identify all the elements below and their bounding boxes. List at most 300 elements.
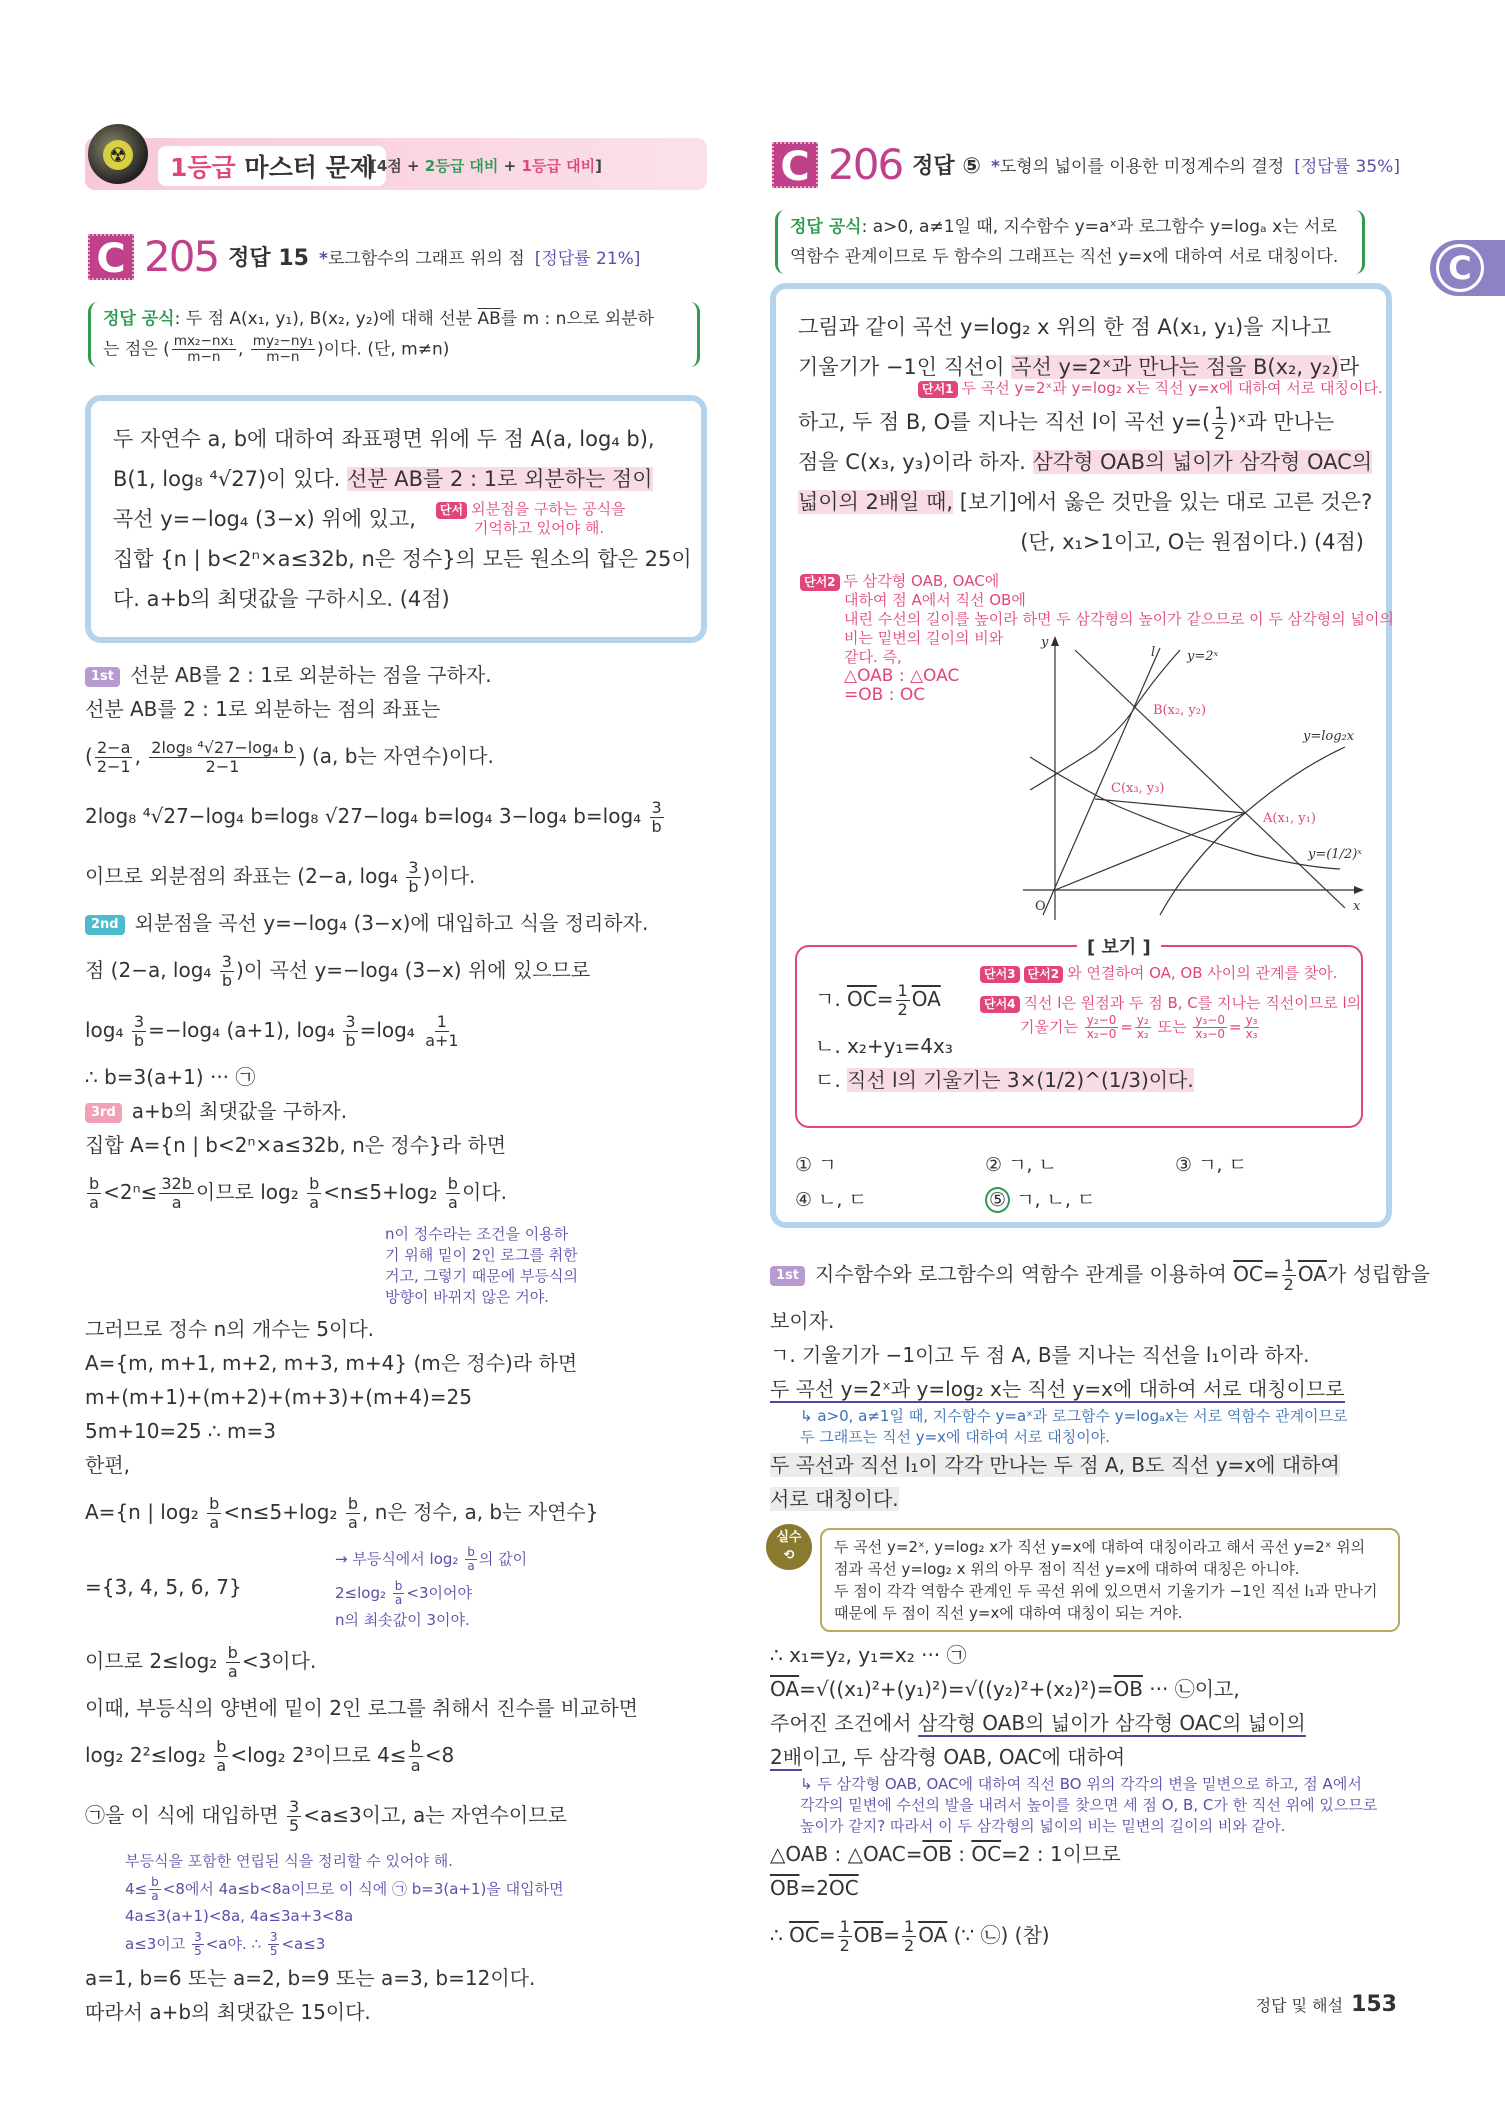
numerator: 2log₈ ⁴√27−log₄ b (151, 738, 294, 758)
text-line (85, 1312, 725, 1346)
text-run: 하고, 두 점 B, O를 지나는 직선 l이 곡선 y=( (798, 410, 1211, 434)
numerator: 1 (436, 1012, 447, 1032)
problem-text (113, 499, 416, 539)
text-run: a+b의 최댓값을 구하자. (131, 1099, 348, 1123)
step-badge: 2nd (85, 915, 125, 935)
page-number: 153 (1351, 1992, 1397, 2017)
text-run: a≤3이고 (125, 1935, 191, 1953)
text-run: 선분 AB를 2 : 1로 외분하는 점을 구하자. (130, 663, 492, 687)
denominator: 2 (839, 1936, 850, 1955)
numerator: b (309, 1174, 320, 1194)
text-run: : 두 점 A(x₁, y₁), B(x₂, y₂)에 대해 선분 (174, 309, 478, 329)
hint-1 (918, 379, 1383, 398)
y-arrow-icon (1051, 636, 1059, 646)
banner-sub-close: ] (595, 157, 602, 175)
mistake-line: 점과 곡선 y=log₂ x 위의 아무 점이 직선 y=x에 대하여 대칭은 아니야. (834, 1560, 1300, 1578)
formula-lines (103, 304, 685, 365)
problem-205-box (85, 395, 707, 643)
denominator: a (89, 1193, 99, 1212)
denominator: a (216, 1756, 227, 1775)
text-run: ( (85, 744, 93, 768)
text-run: =2 (799, 1876, 829, 1900)
y-axis-label: y (1041, 635, 1049, 650)
text-line (85, 1380, 725, 1414)
hint-text: 와 연결하여 OA, OB 사이의 관계를 찾아. (1067, 964, 1338, 982)
fraction (132, 1013, 146, 1049)
choice-1[interactable]: ① ㄱ (795, 1154, 837, 1176)
fraction (268, 1931, 280, 1958)
numerator: mx₂−nx₁ (173, 333, 234, 349)
text-line (85, 1162, 725, 1222)
text-run: =−log₄ (a+1), log₄ (148, 1018, 342, 1042)
text-run: <8 (424, 1743, 455, 1767)
banner-grade: 1등급 (170, 153, 236, 182)
denominator: a (309, 1193, 320, 1212)
numerator: 3 (269, 1929, 278, 1944)
text-line (113, 499, 416, 539)
topic-text: 로그함수의 그래프 위의 점 (327, 249, 525, 269)
text-run: → 부등식에서 log₂ (335, 1550, 464, 1568)
step-badge: 3rd (85, 1103, 122, 1123)
text-run: =√((x₁)²+(y₁)²)=√((y₂)²+(x₂)²)= (799, 1677, 1114, 1701)
overline-segment: $\overline{OC}$ (971, 1842, 1002, 1866)
text-line (798, 482, 1373, 522)
text-line (770, 1638, 1400, 1672)
fraction (409, 1738, 423, 1774)
text-run: log₂ 2²≤log₂ (85, 1743, 213, 1767)
numerator: b (467, 1544, 475, 1559)
text-run: ∴ x₁=y₂, y₁=x₂ ··· ㉠ (770, 1643, 967, 1667)
formula-box (775, 210, 1365, 274)
text-line (85, 1346, 725, 1380)
numerator: 1 (839, 1917, 850, 1937)
chapter-badge: C (88, 234, 134, 280)
hint-4-slope (1020, 1014, 1261, 1041)
numerator: b (347, 1494, 359, 1514)
denominator: 2 (897, 1000, 908, 1019)
text-run: 지수함수와 로그함수의 역함수 관계를 이용하여 (815, 1262, 1234, 1286)
origin-label: O (1035, 899, 1046, 914)
text-line (103, 334, 685, 365)
numerator: b (410, 1737, 421, 1757)
text-run: =2 : 1이므로 (1001, 1842, 1121, 1866)
solution-lines (770, 1837, 1400, 1965)
fraction (1085, 1014, 1119, 1041)
text-line (85, 940, 725, 1000)
fraction (87, 1175, 101, 1211)
text-run: = (1120, 1018, 1133, 1037)
text-run: 주어진 조건에서 (770, 1711, 918, 1735)
denominator: b (345, 1031, 356, 1050)
exp2-label: y=2ˣ (1187, 649, 1219, 664)
text-run: ) (a, b는 자연수)이다. (297, 744, 494, 768)
text-run: 집합 {n | b<2ⁿ×a≤32b, n은 정수}의 모든 원소의 합은 25이 (113, 547, 692, 571)
solution-end (85, 1961, 725, 2029)
hint-text: 직선 l은 원점과 두 점 B, C를 지나는 직선이므로 l의 (1023, 994, 1362, 1012)
text-run: 두 자연수 a, b에 대하여 좌표평면 위에 두 점 A(a, log₄ b), (113, 427, 655, 451)
denominator: a (447, 1193, 458, 1212)
text-line (85, 658, 725, 692)
choice-4[interactable]: ④ ㄴ, ㄷ (795, 1189, 867, 1211)
text-run: 2≤log₂ (335, 1584, 391, 1602)
text-run: ㄱ. (815, 987, 848, 1011)
banner-sub-open: [4점 + (370, 157, 425, 175)
text-line (113, 459, 679, 499)
problem-text (798, 402, 1373, 522)
numerator: 3 (221, 952, 232, 972)
text-run: 는 점은 ( (103, 339, 170, 360)
hint-line: 내린 수선의 길이를 높이라 하면 두 삼각형의 높이가 같으므로 이 두 삼각형의 넓이의 (844, 610, 1394, 628)
text-line (103, 304, 685, 334)
text-line (85, 1060, 725, 1094)
highlight: 곡선 y=2ˣ과 만나는 점을 B(x₂, y₂) (1011, 355, 1339, 379)
solution-lines (85, 1631, 725, 1845)
overline-segment: $\overline{OA}$ (918, 1923, 948, 1947)
choice-2[interactable]: ② ㄱ, ㄴ (985, 1154, 1057, 1176)
answer-label: 정답 15 (228, 246, 309, 271)
text-line (770, 1740, 1400, 1774)
numerator: 3 (345, 1012, 356, 1032)
fraction (423, 1013, 460, 1049)
text-line (113, 539, 692, 579)
overline-segment: $\overline{OC}$ (1233, 1262, 1263, 1286)
point-C-label: C(x₃, y₃) (1111, 781, 1165, 796)
page-footer (1256, 1992, 1397, 2017)
text-run: = (876, 987, 894, 1011)
topic-text: 도형의 넓이를 이용한 미정계수의 결정 (999, 157, 1285, 177)
problem-topic (319, 244, 525, 269)
text-line (85, 1482, 725, 1542)
solution-206 (770, 1244, 1430, 1965)
text-line (770, 1706, 1400, 1740)
text-line (125, 1851, 725, 1872)
text-line (770, 1837, 1400, 1871)
fraction (1212, 404, 1227, 442)
text-line (770, 1672, 1400, 1706)
text-run: n의 최솟값이 3이야. (335, 1611, 470, 1629)
fraction (406, 859, 420, 895)
log2-label: y=log₂x (1303, 729, 1355, 744)
hint-badge: 단서1 (918, 381, 958, 398)
fraction (207, 1495, 221, 1531)
text-run: A={n | log₂ (85, 1500, 206, 1524)
numerator: 3 (194, 1929, 202, 1944)
step-badge: 1st (85, 667, 120, 687)
numerator: b (151, 1874, 159, 1889)
point-A-label: A(x₁, y₁) (1263, 811, 1316, 826)
denominator: x₃−0 (1195, 1027, 1225, 1042)
text-run: 이므로 외분점의 좌표는 (2−a, log₄ (85, 864, 405, 888)
text-run: B(1, log₈ ⁴√27)이 있다. (113, 467, 348, 491)
numerator: 1 (904, 1917, 915, 1937)
overline-segment: $\overline{OB}$ (770, 1876, 800, 1900)
text-run: = (883, 1923, 900, 1947)
numerator: 3 (651, 798, 662, 818)
text-line (85, 1725, 725, 1785)
text-line (125, 1927, 725, 1961)
numerator: 3 (408, 858, 419, 878)
text-line (85, 1785, 725, 1845)
line-l-label: l (1151, 645, 1156, 660)
chapter-tab-label: C (1436, 244, 1484, 292)
numerator: b (216, 1737, 227, 1757)
text-run: 점 (2−a, log₄ (85, 958, 218, 982)
chapter-badge: C (772, 142, 818, 188)
underlined-text: 삼각형 OAB의 넓이가 삼각형 OAC의 넓이의 (917, 1711, 1306, 1735)
overline-segment: $\overline{AB}$ (477, 309, 501, 329)
text-run: , n은 정수, a, b는 자연수} (362, 1500, 599, 1524)
fraction (287, 1798, 301, 1834)
text-run: )ˣ과 만나는 (1228, 410, 1335, 434)
text-line (335, 1610, 527, 1631)
text-run: )이다. (422, 864, 476, 888)
fraction (192, 1931, 204, 1958)
hint-badge: 단서2 (1024, 966, 1064, 983)
banner-title-text: 마스터 문제 (244, 153, 374, 182)
text-run: 따라서 a+b의 최댓값은 15이다. (85, 2000, 371, 2024)
problem-text (113, 539, 692, 619)
text-line (125, 1872, 725, 1906)
denominator: b (651, 817, 662, 836)
denominator: 2 (1214, 422, 1225, 443)
text-run: 다. a+b의 최댓값을 구하시오. (4점) (113, 587, 450, 611)
fraction (149, 739, 296, 775)
chapter-side-tab[interactable] (1430, 240, 1505, 296)
gray-highlight: 두 곡선과 직선 l₁이 각각 만나는 두 점 A, B도 직선 y=x에 대하여 (770, 1453, 1340, 1477)
text-run: ··· ㉡이고, (1142, 1677, 1240, 1701)
fraction (95, 739, 133, 775)
answer-circle-mark: ⑤ (985, 1187, 1010, 1213)
denominator: a (467, 1559, 475, 1573)
text-run: 5m+10=25 ∴ m=3 (85, 1419, 277, 1443)
star-icon: * (990, 157, 1000, 177)
text-line (85, 1995, 725, 2029)
banner-sub-grade1: 1등급 대비 (521, 157, 596, 175)
text-run: 곡선 y=−log₄ (3−x) 위에 있고, (113, 507, 416, 531)
numerator: b (394, 1578, 403, 1593)
text-run: [보기]에서 옳은 것만을 있는 대로 고른 것은? (953, 490, 1373, 514)
fraction (650, 799, 664, 835)
note-system (125, 1851, 725, 1961)
numerator: b (227, 1643, 238, 1663)
overline-segment: $\overline{OC}$ (789, 1923, 819, 1947)
text-run: <a≤3이고, a는 자연수이므로 (303, 1803, 567, 1827)
hint-box (436, 500, 626, 538)
hint-line: 외분점을 구하는 공식을 (471, 500, 626, 518)
numerator: y₃ (1245, 1013, 1258, 1027)
colored-text: 정답 공식 (103, 309, 175, 329)
choice-3[interactable]: ③ ㄱ, ㄷ (1175, 1154, 1247, 1176)
text-run: 이므로 log₂ (195, 1180, 306, 1204)
text-run: =log₄ (359, 1018, 422, 1042)
numerator: y₂ (1136, 1013, 1149, 1027)
denominator: x₂ (1136, 1027, 1149, 1042)
text-run: 그림과 같이 곡선 y=log₂ x 위의 한 점 A(x₁, y₁)을 지나고 (798, 315, 1332, 339)
text-line (798, 442, 1373, 482)
segment-OA (1055, 813, 1245, 890)
underlined-text: 두 곡선 y=2ˣ과 y=log₂ x는 직선 y=x에 대하여 서로 대칭이므로 (770, 1377, 1345, 1401)
fraction (838, 1918, 852, 1954)
fraction (465, 1546, 477, 1573)
solution-line-with-note (85, 1542, 725, 1631)
problem-205-header (88, 232, 640, 281)
overline-segment: $\overline{OB}$ (922, 1842, 952, 1866)
text-line (770, 1244, 1430, 1304)
numerator: b (447, 1174, 458, 1194)
hint-line: △OAB : △OAC (844, 666, 960, 686)
denominator: 5 (289, 1816, 300, 1835)
text-run: <3이다. (241, 1649, 317, 1673)
text-run: A={m, m+1, m+2, m+3, m+4} (m은 정수)라 하면 (85, 1351, 578, 1375)
solution-lines (770, 1448, 1400, 1516)
denominator: a (171, 1193, 182, 1212)
problem-number: 206 (828, 140, 903, 189)
fraction (220, 953, 234, 989)
denominator: a (410, 1756, 421, 1775)
text-run: ∴ (770, 1923, 790, 1947)
denominator: m−n (187, 348, 221, 365)
hint-line: =OB : OC (844, 685, 926, 705)
highlight: 선분 AB를 2 : 1로 외분하는 점이 (347, 467, 653, 491)
text-run: ㄴ. x₂+y₁=4x₃ (815, 1034, 953, 1058)
text-line (85, 1961, 725, 1995)
fraction (1193, 1014, 1227, 1041)
overline-segment: $\overline{OC}$ (828, 1876, 859, 1900)
solution-lines (770, 1244, 1430, 1406)
highlight: 삼각형 OAB의 넓이가 삼각형 OAC의 (1032, 450, 1373, 474)
text-run: 외분점을 곡선 y=−log₄ (3−x)에 대입하고 식을 정리하자. (134, 911, 649, 935)
text-run: <n≤5+log₂ (323, 1180, 444, 1204)
correct-rate: [정답률 21%] (534, 249, 641, 269)
text-run: <3이어야 (406, 1584, 472, 1602)
text-run: <n≤5+log₂ (223, 1500, 344, 1524)
text-line (798, 307, 1364, 347)
fraction (214, 1738, 228, 1774)
numerator: 1 (897, 981, 908, 1001)
text-line (85, 1570, 315, 1604)
mistake-label: 실수 (776, 1530, 802, 1545)
text-line (85, 1094, 725, 1128)
text-line (85, 906, 725, 940)
text-run: 점을 C(x₃, y₃)이라 하자. (798, 450, 1033, 474)
text-line (770, 1482, 1400, 1516)
text-run: <2ⁿ≤ (103, 1180, 158, 1204)
text-line (770, 1304, 1400, 1338)
text-line (335, 1576, 527, 1610)
text-run: : a>0, a≠1일 때, 지수함수 y=aˣ과 로그함수 y=logₐ x는 서로 (861, 217, 1337, 237)
numerator: 1 (1283, 1256, 1294, 1276)
overline-segment: $\overline{OA}$ (1297, 1262, 1327, 1286)
text-run: 집합 A={n | b<2ⁿ×a≤32b, n은 정수}라 하면 (85, 1133, 507, 1157)
answer-label: 정답 ⑤ (912, 154, 981, 179)
half-exp-label: y=(1/2)ˣ (1308, 847, 1362, 862)
denominator: a (227, 1662, 238, 1681)
text-run: (∵ ㉡) (참) (947, 1923, 1050, 1947)
text-run: 가 성립함을 (1326, 1262, 1430, 1286)
text-run: 보이자. (770, 1309, 835, 1333)
numerator: my₂−ny₁ (252, 333, 314, 349)
text-run: = (818, 1923, 836, 1947)
fraction (393, 1580, 405, 1607)
problem-number: 205 (144, 232, 219, 281)
choice-5[interactable] (985, 1185, 1175, 1213)
text-line (85, 726, 725, 786)
problem-line-with-hint (113, 499, 679, 539)
fraction (896, 982, 910, 1018)
note-line: n이 정수라는 조건을 이용하 (385, 1225, 569, 1243)
hint-badge: 단서3 (980, 966, 1020, 983)
text-run: = (1228, 1018, 1242, 1037)
text-line (815, 1063, 1343, 1097)
text-line (85, 1128, 725, 1162)
text-line (85, 1448, 725, 1482)
x-axis-label: x (1353, 899, 1361, 914)
text-line (85, 1631, 725, 1691)
curve-exp2 (1030, 650, 1180, 790)
note-line: 방향이 바뀌지 않은 거야. (385, 1288, 549, 1306)
text-run: log₄ (85, 1018, 130, 1042)
solution-205 (85, 658, 725, 2029)
denominator: m−n (266, 348, 300, 365)
note-integer (385, 1224, 725, 1308)
denominator: 2−1 (96, 757, 131, 776)
text-run: 부등식을 포함한 연립된 식을 정리할 수 있어야 해. (125, 1852, 453, 1870)
text-run: m+(m+1)+(m+2)+(m+3)+(m+4)=25 (85, 1385, 473, 1409)
formula-lines (790, 212, 1350, 272)
note-line: 기 위해 밑이 2인 로그를 취한 (385, 1246, 578, 1264)
text-run: ∴ b=3(a+1) ··· ㉠ (85, 1065, 256, 1089)
fraction (1244, 1014, 1260, 1041)
point-B-label: B(x₂, y₂) (1153, 703, 1207, 718)
text-line (85, 846, 725, 906)
text-run: 선분 AB를 2 : 1로 외분하는 점의 좌표는 (85, 697, 441, 721)
fraction (307, 1175, 321, 1211)
text-line (113, 419, 679, 459)
solution-lines (770, 1638, 1400, 1774)
line-slope-neg1 (1075, 650, 1345, 908)
formula-box (88, 302, 700, 367)
text-line (85, 1691, 725, 1725)
choice-5-text: ㄱ, ㄴ, ㄷ (1016, 1189, 1096, 1211)
note-line: 거고, 그렇기 때문에 부등식의 (385, 1267, 578, 1285)
text-line (790, 212, 1350, 242)
numerator: b (89, 1174, 100, 1194)
banner-subtitle (370, 155, 602, 176)
star-icon: * (318, 249, 328, 269)
numerator: y₃−0 (1195, 1013, 1225, 1027)
text-line (113, 579, 679, 619)
note-line: 높이가 같지? 따라서 이 두 삼각형의 넓이의 비는 밑변의 길이의 비와 같아. (800, 1817, 1286, 1835)
denominator: 2 (1283, 1275, 1294, 1294)
overline-segment: $\overline{OC}$ (847, 987, 877, 1011)
text-line (798, 402, 1364, 442)
overline-segment: $\overline{OA}$ (770, 1677, 800, 1701)
text-run: 또는 (1152, 1018, 1192, 1037)
note-line: ↳ a>0, a≠1일 때, 지수함수 y=aˣ과 로그함수 y=logₐx는 서로 역함수 관계이므로 (800, 1407, 1348, 1425)
hint-line: 기억하고 있어야 해. (473, 519, 605, 537)
correct-rate: [정답률 35%] (1294, 157, 1400, 177)
text-run: 를 m : n으로 외분하 (500, 309, 654, 329)
fraction (343, 1013, 357, 1049)
text-run: 이고, 두 삼각형 OAB, OAC에 대하여 (802, 1745, 1126, 1769)
text-run: △OAB : △OAC= (770, 1842, 923, 1866)
hint-line: 대하여 점 A에서 직선 OB에 (844, 591, 1026, 609)
hint-badge: 단서 (436, 502, 467, 519)
fraction (902, 1918, 916, 1954)
footer-label: 정답 및 해설 (1255, 1996, 1344, 2015)
denominator: 5 (269, 1944, 278, 1958)
text-line (335, 1542, 527, 1576)
